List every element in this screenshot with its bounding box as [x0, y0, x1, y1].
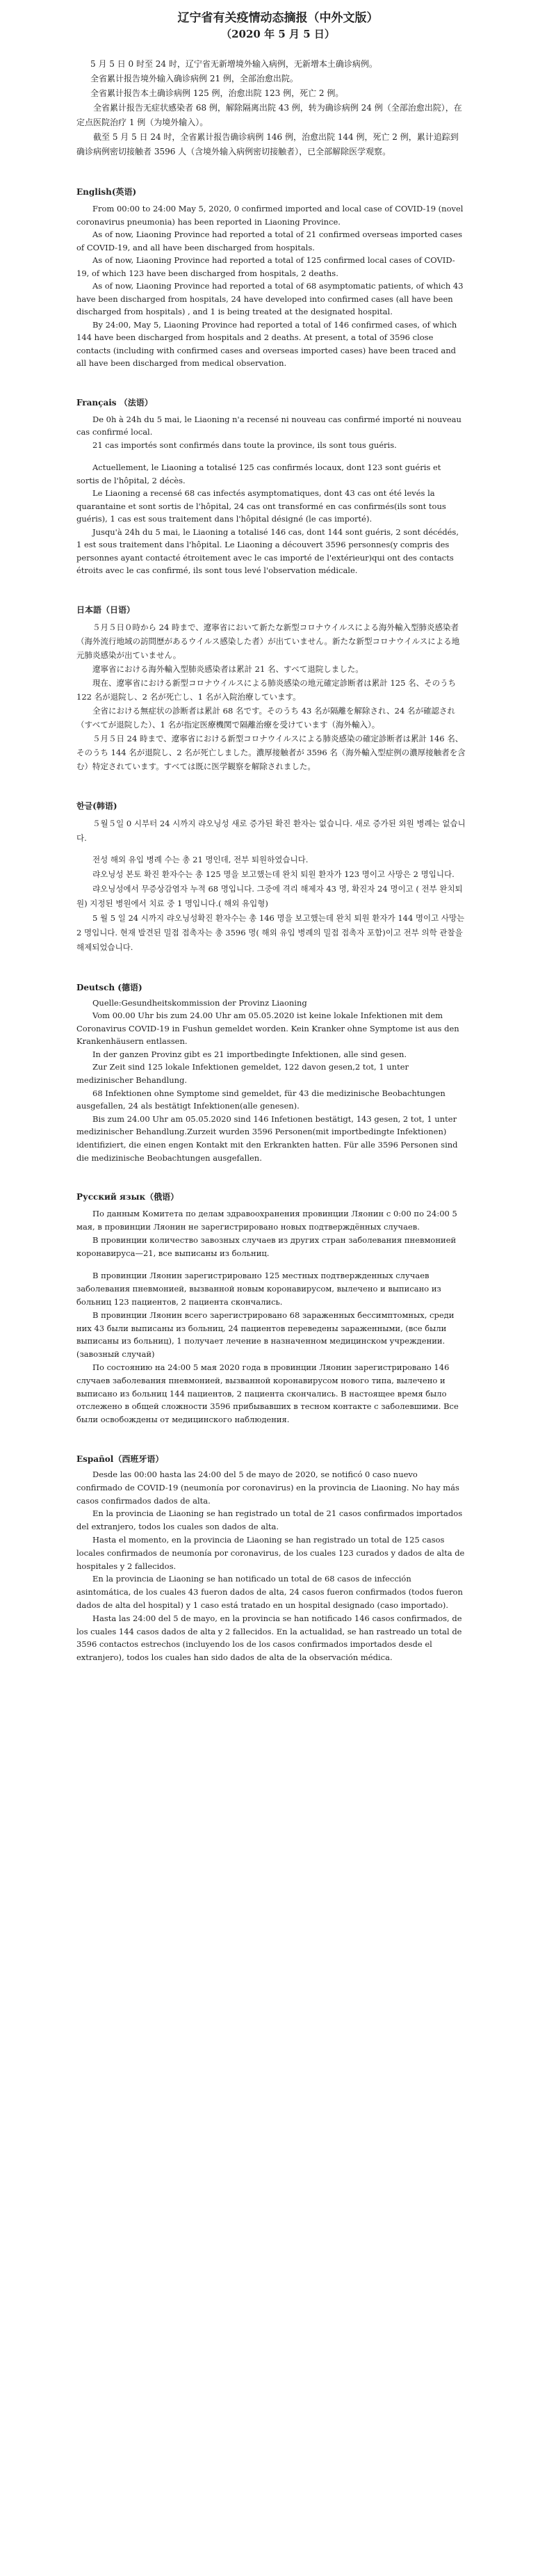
- section-heading: Русский язык（俄语）: [76, 1192, 179, 1202]
- de-paragraph: Vom 00.00 Uhr bis zum 24.00 Uhr am 05.05.2020 ist keine lokale Infektionen mit dem Coronavirus COVID-19 in Fushun gemeldet worden. Kein Kranker ohne Symptome ist aus den Krankenhäusern entlassen.: [76, 1011, 459, 1047]
- es-paragraph: Desde las 00:00 hasta las 24:00 del 5 de mayo de 2020, se notificó 0 caso nuevo confirmado de COVID-19 (neumonía por coronavirus) en la provincia de Liaoning. No hay más casos confirmados dados de alta.: [76, 1469, 459, 1506]
- ru-paragraph: В провинции Ляонин всего зарегистрировано 68 зараженных бессимптомных, среди них 43 были выписаны из больниц, 24 пациентов переведены зараженными, (все были выписаны из больниц), 1 получает лечение в назначенном медицинском учреждении. (завозный случай): [76, 1310, 455, 1360]
- ru-paragraph: В провинции количество завозных случаев из других стран заболевания пневмонией коронавируса—21, все выписаны из больниц.: [76, 1234, 457, 1258]
- section-heading: English(英语): [76, 187, 137, 197]
- zh-paragraph: 全省累计报告无症状感染者 68 例，解除隔离出院 43 例，转为确诊病例 24 例（全部治愈出院），在定点医院治疗 1 例（为境外输入）。: [76, 103, 462, 127]
- ru-paragraph: В провинции Ляонин зарегистрировано 125 местных подтвержденных случаев заболевания пневмонией, вызванной новым коронавирусом, вылечено и выписано из больниц 123 пациентов, 2 пациента скончались.: [76, 1271, 441, 1307]
- fr-paragraph: Le Liaoning a recensé 68 cas infectés asymptomatiques, dont 43 cas ont été levés la quarantaine et sont sortis de l'hôpital, 24 cas ont transformé en cas confirmés(ils sont tous guéris), 1 cas est sous traitement dans l'hôpital désigné (le cas importé).: [76, 488, 446, 524]
- section-heading: 한글(韩语): [76, 800, 117, 811]
- ru-paragraph: По данным Комитета по делам здравоохранения провинции Ляонин с 0:00 по 24:00 5 мая, в провинции Ляонин не зарегистрировано новых подтверждённых случаев.: [76, 1209, 457, 1232]
- de-paragraph: In der ganzen Provinz gibt es 21 importbedingte Infektionen, alle sind gesen.: [92, 1049, 407, 1059]
- de-paragraph: Bis zum 24.00 Uhr am 05.05.2020 sind 146 Infetionen bestätigt, 143 gesen, 2 tot, 1 unter medizinischer Behandlung.Zurzeit wurden 3596 Personen(mit importbedingte Infektionen) identifiziert, die einen engen Kontakt mit den Erkrankten hatten. Für alle 3596 Personen sind die medizinische Beobachtungen ausgefallen.: [76, 1113, 458, 1163]
- en-paragraph: As of now, Liaoning Province had reported a total of 125 confirmed local cases of COVID-19, of which 123 have been discharged from hospitals, 2 deaths.: [76, 255, 455, 278]
- en-paragraph: As of now, Liaoning Province had reported a total of 68 asymptomatic patients, of which 43 have been discharged from hospitals, 24 have developed into confirmed cases (all have been discharged from hospitals) , and 1 is being treated at the designated hospital.: [76, 281, 464, 316]
- es-paragraph: Hasta el momento, en la provincia de Liaoning se han registrado un total de 125 casos locales confirmados de neumonía por coronavirus, de los cuales 123 curados y dados de alta de hospitales y 2 fallecidos.: [76, 1534, 465, 1571]
- zh-paragraph: 截至 5 月 5 日 24 时，全省累计报告确诊病例 146 例，治愈出院 144 例，死亡 2 例，累计追踪到确诊病例密切接触者 3596 人（含境外输入病例密切接触者），已全部解除医学观察。: [76, 132, 459, 156]
- fr-paragraph: Jusqu'à 24h du 5 mai, le Liaoning a totalisé 146 cas, dont 144 sont guéris, 2 sont décédés, 1 est sous traitement dans l'hôpital. Le Liaoning a découvert 3596 personnes(y compris des personnes ayant contacté étroitement avec le cas importé de l'extérieur)qui ont des contacts étroits avec le cas confirmé, ils sont tous levé l'observation médicale.: [76, 526, 459, 575]
- document-header: [0, 0, 556, 42]
- fr-paragraph: Actuellement, le Liaoning a totalisé 125 cas confirmés locaux, dont 123 sont guéris et sortis de l'hôpital, 2 décès.: [76, 462, 441, 485]
- es-paragraph: En la provincia de Liaoning se han notificado un total de 68 casos de infección asintomática, de los cuales 43 fueron dados de alta, 24 casos fueron confirmados (todos fueron dados de alta del hospital) y 1 caso está tratado en un hospital designado (caso importado).: [76, 1574, 463, 1610]
- ko-paragraph: 랴오닝성에서 무증상감염자 누적 68 명입니다. 그중에 격리 해제자 43 명, 확진자 24 명이고 ( 전부 완치퇴원) 지정된 병원에서 치료 중 1 명입니다.( 해외 유입형): [76, 883, 463, 908]
- ja-paragraph: ５月５日 24 時まで、遼寧省における新型コロナウイルスによる肺炎感染の確定診断者は累計 146 名、そのうち 144 名が退院し、2 名が死亡しました。濃厚接触者が 3596 名（海外輸入型症例の濃厚接触者を含む）特定されています。すべては既に医学観察を解除されました。: [76, 733, 466, 771]
- fr-paragraph: De 0h à 24h du 5 mai, le Liaoning n'a recensé ni nouveau cas confirmé importé ni nouveau cas confirmé local.: [76, 414, 461, 437]
- section-japanese: [76, 605, 466, 773]
- ja-paragraph: 全省における無症状の診断者は累計 68 名です。そのうち 43 名が隔離を解除され、24 名が確認され（すべてが退院した）、1 名が指定医療機関で隔離治療を受けています（海外輸入）。: [76, 705, 455, 730]
- ja-paragraph: 現在、遼寧省における新型コロナウイルスによる肺炎感染の地元確定診断者は累計 125 名、そのうち 122 名が退院し、2 名が死亡し、1 名が入院治療しています。: [76, 677, 457, 702]
- section-heading: 日本語（日语）: [76, 604, 136, 615]
- zh-paragraph: 5 月 5 日 0 时至 24 时，辽宁省无新增境外输入病例，无新增本土确诊病例。: [90, 59, 377, 69]
- section-heading: Deutsch (德语): [76, 982, 142, 992]
- zh-paragraph: 全省累计报告境外输入确诊病例 21 例，全部治愈出院。: [90, 74, 298, 83]
- es-paragraph: Hasta las 24:00 del 5 de mayo, en la provincia se han notificado 146 casos confirmados, de los cuales 144 casos dados de alta y 2 fallecidos. En la actualidad, se han rastreado un total de 3596 contactos estrechos (incluyendo los de los casos confirmados importados desde el extranjero), todos los cuales han sido dados de alta de la observación médica.: [76, 1613, 462, 1663]
- document-title: 辽宁省有关疫情动态摘报（中外文版）: [177, 11, 379, 25]
- section-korean: [76, 801, 466, 955]
- de-paragraph: 68 Infektionen ohne Symptome sind gemeldet, für 43 die medizinische Beobachtungen ausgefallen, 24 als bestätigt Infektionen(alle genesen).: [76, 1088, 445, 1111]
- es-paragraph: En la provincia de Liaoning se han registrado un total de 21 casos confirmados importados del extranjero, todos los cuales son dados de alta.: [76, 1508, 463, 1532]
- section-german: [76, 983, 466, 1165]
- ja-paragraph: ５月５日０時から 24 時まで、遼寧省において新たな新型コロナウイルスによる海外輸入型肺炎感染者（海外流行地域の訪問歴があるウイルス感染した者）が出ていません。新たな新型コロナウイルスによる地元肺炎感染が出ていません。: [76, 622, 460, 660]
- fr-paragraph: 21 cas importés sont confirmés dans toute la province, ils sont tous guéris.: [92, 440, 397, 450]
- section-heading: Français （法语）: [76, 397, 153, 408]
- section-chinese: [0, 57, 556, 159]
- de-paragraph: Zur Zeit sind 125 lokale Infektionen gemeldet, 122 davon gesen,2 tot, 1 unter medizinischer Behandlung.: [76, 1062, 409, 1086]
- ko-paragraph: 랴오닝성 본토 확진 환자수는 총 125 명을 보고했는데 완치 퇴원 환자가 123 명이고 사망은 2 명입니다.: [92, 869, 455, 879]
- en-paragraph: As of now, Liaoning Province had reported a total of 21 confirmed overseas imported cases of COVID-19, and all have been discharged from hospitals.: [76, 230, 463, 252]
- ko-paragraph: 전성 해외 유입 병례 수는 총 21 명인데, 전부 퇴원하였습니다.: [92, 854, 309, 864]
- document-date: （2020 年 5 月 5 日）: [221, 28, 335, 40]
- ja-paragraph: 遼寧省における海外輸入型肺炎感染者は累計 21 名、すべて退院しました。: [92, 663, 363, 674]
- en-paragraph: By 24:00, May 5, Liaoning Province had reported a total of 146 confirmed cases, of which 144 have been discharged from hospitals and 2 deaths. At present, a total of 3596 close contacts (including with confirmed cases and overseas imported cases) have been traced and all have been discharged from medical observation.: [76, 319, 457, 368]
- section-russian: [76, 1192, 466, 1426]
- section-spanish: [76, 1454, 466, 1664]
- section-english: [76, 187, 466, 370]
- de-paragraph: Quelle:Gesundheitskommission der Provinz Liaoning: [92, 997, 307, 1008]
- ko-paragraph: ５월５일 0 시부터 24 시까지 랴오닝성 새로 증가된 확진 환자는 없습니다. 새로 증가된 외원 병례는 없습니다.: [76, 818, 466, 843]
- section-heading: Español（西班牙语）: [76, 1454, 164, 1464]
- section-french: [76, 398, 466, 577]
- en-paragraph: From 00:00 to 24:00 May 5, 2020, 0 confirmed imported and local case of COVID-19 (novel coronavirus pneumonia) has been reported in Liaoning Province.: [76, 204, 464, 227]
- ko-paragraph: 5 월 5 일 24 시까지 랴오닝성확진 환자수는 총 146 명을 보고했는데 완치 퇴원 환자가 144 명이고 사망는 2 명입니다. 현재 발견된 밀접 접촉자는 총 3596 명( 해외 유입 병례의 밀접 접촉자 포함)이고 전부 의학 관찰을 해제되었습니다.: [76, 912, 465, 952]
- ru-paragraph: По состоянию на 24:00 5 мая 2020 года в провинции Ляонин зарегистрировано 146 случаев заболевания пневмонией, вызванной коронавирусом нового типа, вылечено и выписано из больниц 144 пациентов, 2 пациента скончались. В настоящее время было отслежено в общей сложности 3596 прибывавших в тесном контакте с заболевшими. Все были освобождены от медицинского наблюдения.: [76, 1362, 459, 1425]
- zh-paragraph: 全省累计报告本土确诊病例 125 例，治愈出院 123 例，死亡 2 例。: [90, 88, 344, 98]
